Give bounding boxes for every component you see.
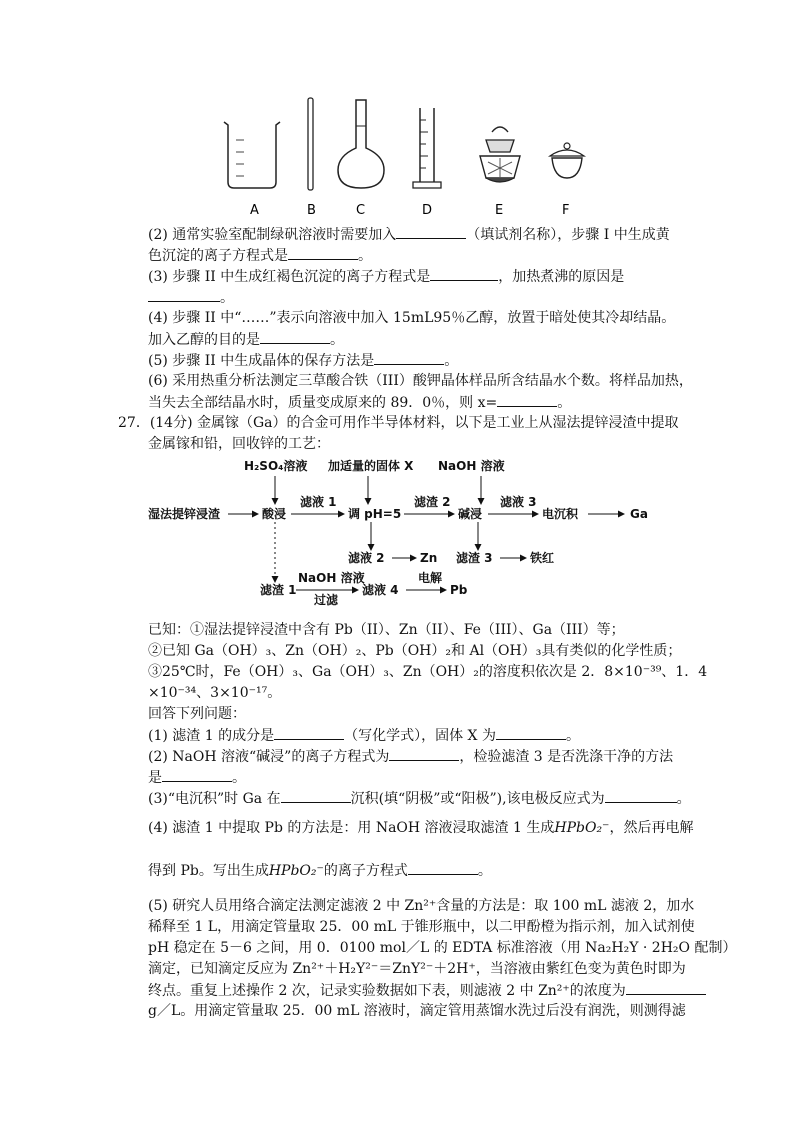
label-residue1: 滤渣 1	[260, 583, 297, 597]
answer-blank[interactable]	[374, 350, 444, 365]
q27-part5-line1: (5) 研究人员用络合滴定法测定滤液 2 中 Zn²⁺含量的方法是：取 100 mL 滤液 2，加水	[148, 898, 695, 914]
known-1: 已知：①湿法提锌浸渣中含有 Pb（II）、Zn（II）、Fe（III）、Ga（III）等；	[148, 622, 625, 638]
answer-blank[interactable]	[430, 266, 498, 281]
label-d: D	[422, 203, 433, 218]
formula-hpbo2: HPbO₂⁻	[268, 863, 324, 879]
q27-part5-line6: g／L。用滴定管量取 25．00 mL 溶液时，滴定管用蒸馏水洗过后没有润洗，则测得滤	[148, 1003, 686, 1019]
answer-blank[interactable]	[389, 746, 459, 761]
step-adjust-ph: 调 pH=5	[348, 507, 402, 521]
q27-part5-line2: 稀释至 1 L，用滴定管量取 25．00 mL 于锥形瓶中，以二甲酚橙为指示剂，加入试剂使	[148, 919, 695, 935]
q27-part5-line4: 滴定，已知滴定反应为 Zn²⁺＋H₂Y²⁻＝ZnY²⁻＋2H⁺，当溶液由紫红色变为黄色时即为	[148, 961, 686, 977]
answer-blank[interactable]	[396, 224, 466, 239]
q27-part1: (1) 滤渣 1 的成分是 （写化学式），固体 X 为 。	[148, 725, 580, 746]
q26-part3-line1: (3) 步骤 II 中生成红褐色沉淀的离子方程式是 ，加热煮沸的原因是	[148, 266, 624, 287]
known-2: ②已知 Ga（OH）₃、Zn（OH）₂、Pb（OH）₂和 Al（OH）₃具有类似的化学性质；	[148, 643, 682, 659]
beaker-icon	[224, 122, 280, 188]
reagent-solid-x: 加适量的固体 X	[328, 459, 414, 473]
label-filtrate1: 滤液 1	[300, 495, 337, 509]
lab-apparatus-figure	[210, 90, 590, 220]
step-alkali-leach: 碱浸	[458, 507, 483, 521]
label-electrolysis: 电解	[418, 571, 443, 585]
q26-part4-line1: (4) 步骤 II 中“……”表示向溶液中加入 15mL95％乙醇，放置于暗处使其冷却结晶。	[148, 310, 676, 326]
label-a: A	[250, 203, 259, 218]
label-e: E	[495, 203, 504, 218]
label-filtrate4: 滤液 4	[362, 583, 399, 597]
product-zn: Zn	[420, 551, 438, 565]
q26-part6-line1: (6) 采用热重分析法测定三草酸合铁（III）酸钾晶体样品所含结晶水个数。将样品加热，	[148, 373, 693, 389]
answer-blank[interactable]	[148, 287, 220, 302]
answer-blank[interactable]	[260, 329, 330, 344]
q27-part4-line2: 得到 Pb。写出生成HPbO₂⁻的离子方程式 。	[148, 860, 492, 881]
q27-part4-line1: (4) 滤渣 1 中提取 Pb 的方法是：用 NaOH 溶液浸取滤渣 1 生成HPbO₂⁻，然后再电解	[148, 820, 694, 836]
product-pb: Pb	[450, 583, 468, 597]
label-residue3: 滤渣 3	[456, 551, 493, 565]
q26-part2-line2: 色沉淀的离子方程式是 。	[148, 245, 372, 266]
formula-hpbo2: HPbO₂⁻	[554, 820, 610, 836]
q26-part5: (5) 步骤 II 中生成晶体的保存方法是 。	[148, 350, 458, 371]
crucible-icon	[480, 127, 520, 182]
glass-rod-icon	[308, 98, 313, 190]
q27-part5-line5: 终点。重复上述操作 2 次，记录实验数据如下表，则滤液 2 中 Zn²⁺的浓度为	[148, 980, 706, 1001]
answer-blank[interactable]	[626, 980, 706, 995]
known-3a: ③25℃时，Fe（OH）₃、Ga（OH）₃、Zn（OH）₂的溶度积依次是 2．8×10⁻³⁹、1．4	[148, 664, 708, 680]
volumetric-flask-icon	[338, 100, 384, 188]
product-ga: Ga	[630, 507, 648, 521]
answer-blank[interactable]	[162, 767, 232, 782]
q26-part4-line2: 加入乙醇的目的是 。	[148, 329, 344, 350]
start-material: 湿法提锌浸渣	[148, 507, 221, 521]
answer-blank[interactable]	[281, 788, 351, 803]
process-flow-diagram	[148, 456, 658, 606]
answer-blank[interactable]	[605, 788, 677, 803]
label-f: F	[562, 203, 570, 218]
crucible-lid-icon	[550, 143, 584, 178]
known-3b: ×10⁻³⁴、3×10⁻¹⁷。	[148, 685, 282, 701]
q26-part6-line2: 当失去全部结晶水时，质量变成原来的 89．0％，则 x= 。	[148, 392, 571, 413]
q27-part2-line1: (2) NaOH 溶液“碱浸”的离子方程式为 ，检验滤渣 3 是否洗涤干净的方法	[148, 746, 673, 767]
reagent-naoh: NaOH 溶液	[438, 459, 505, 473]
label-b: B	[307, 203, 316, 218]
answer-blank[interactable]	[497, 392, 557, 407]
answer-blank[interactable]	[496, 725, 566, 740]
answer-blank[interactable]	[274, 725, 344, 740]
q27-intro-line1: 27．(14分) 金属镓（Ga）的合金可用作半导体材料，以下是工业上从湿法提锌浸渣中提取	[118, 415, 679, 431]
q27-part5-line3: pH 稳定在 5－6 之间，用 0．0100 mol／L 的 EDTA 标准溶液（用 Na₂H₂Y · 2H₂O 配制）	[148, 940, 737, 956]
label-filtrate3: 滤液 3	[500, 495, 537, 509]
label-residue2: 滤渣 2	[414, 495, 451, 509]
label-naoh-solution: NaOH 溶液	[298, 571, 365, 585]
q26-part2-line1: (2) 通常实验室配制绿矾溶液时需要加入 （填试剂名称），步骤 I 中生成黄	[148, 224, 670, 245]
q27-part2-line2: 是 。	[148, 767, 246, 788]
step-electrodeposit: 电沉积	[542, 507, 579, 521]
reagent-h2so4: H₂SO₄溶液	[244, 459, 308, 473]
q26-part3-line2: 。	[148, 287, 234, 308]
answer-blank[interactable]	[288, 245, 358, 260]
label-filtrate2: 滤液 2	[348, 551, 385, 565]
answer-prompt: 回答下列问题：	[148, 706, 246, 722]
step-acid-leach: 酸浸	[262, 507, 287, 521]
graduated-cylinder-icon	[413, 108, 441, 188]
label-c: C	[356, 203, 366, 218]
label-filter: 过滤	[314, 593, 339, 606]
q27-intro-line2: 金属镓和铅，回收锌的工艺：	[148, 436, 330, 452]
product-iron-red: 铁红	[530, 551, 555, 565]
q27-part3: (3)“电沉积”时 Ga 在 沉积(填“阴极”或“阳极”),该电极反应式为 。	[148, 788, 691, 809]
answer-blank[interactable]	[408, 860, 478, 875]
